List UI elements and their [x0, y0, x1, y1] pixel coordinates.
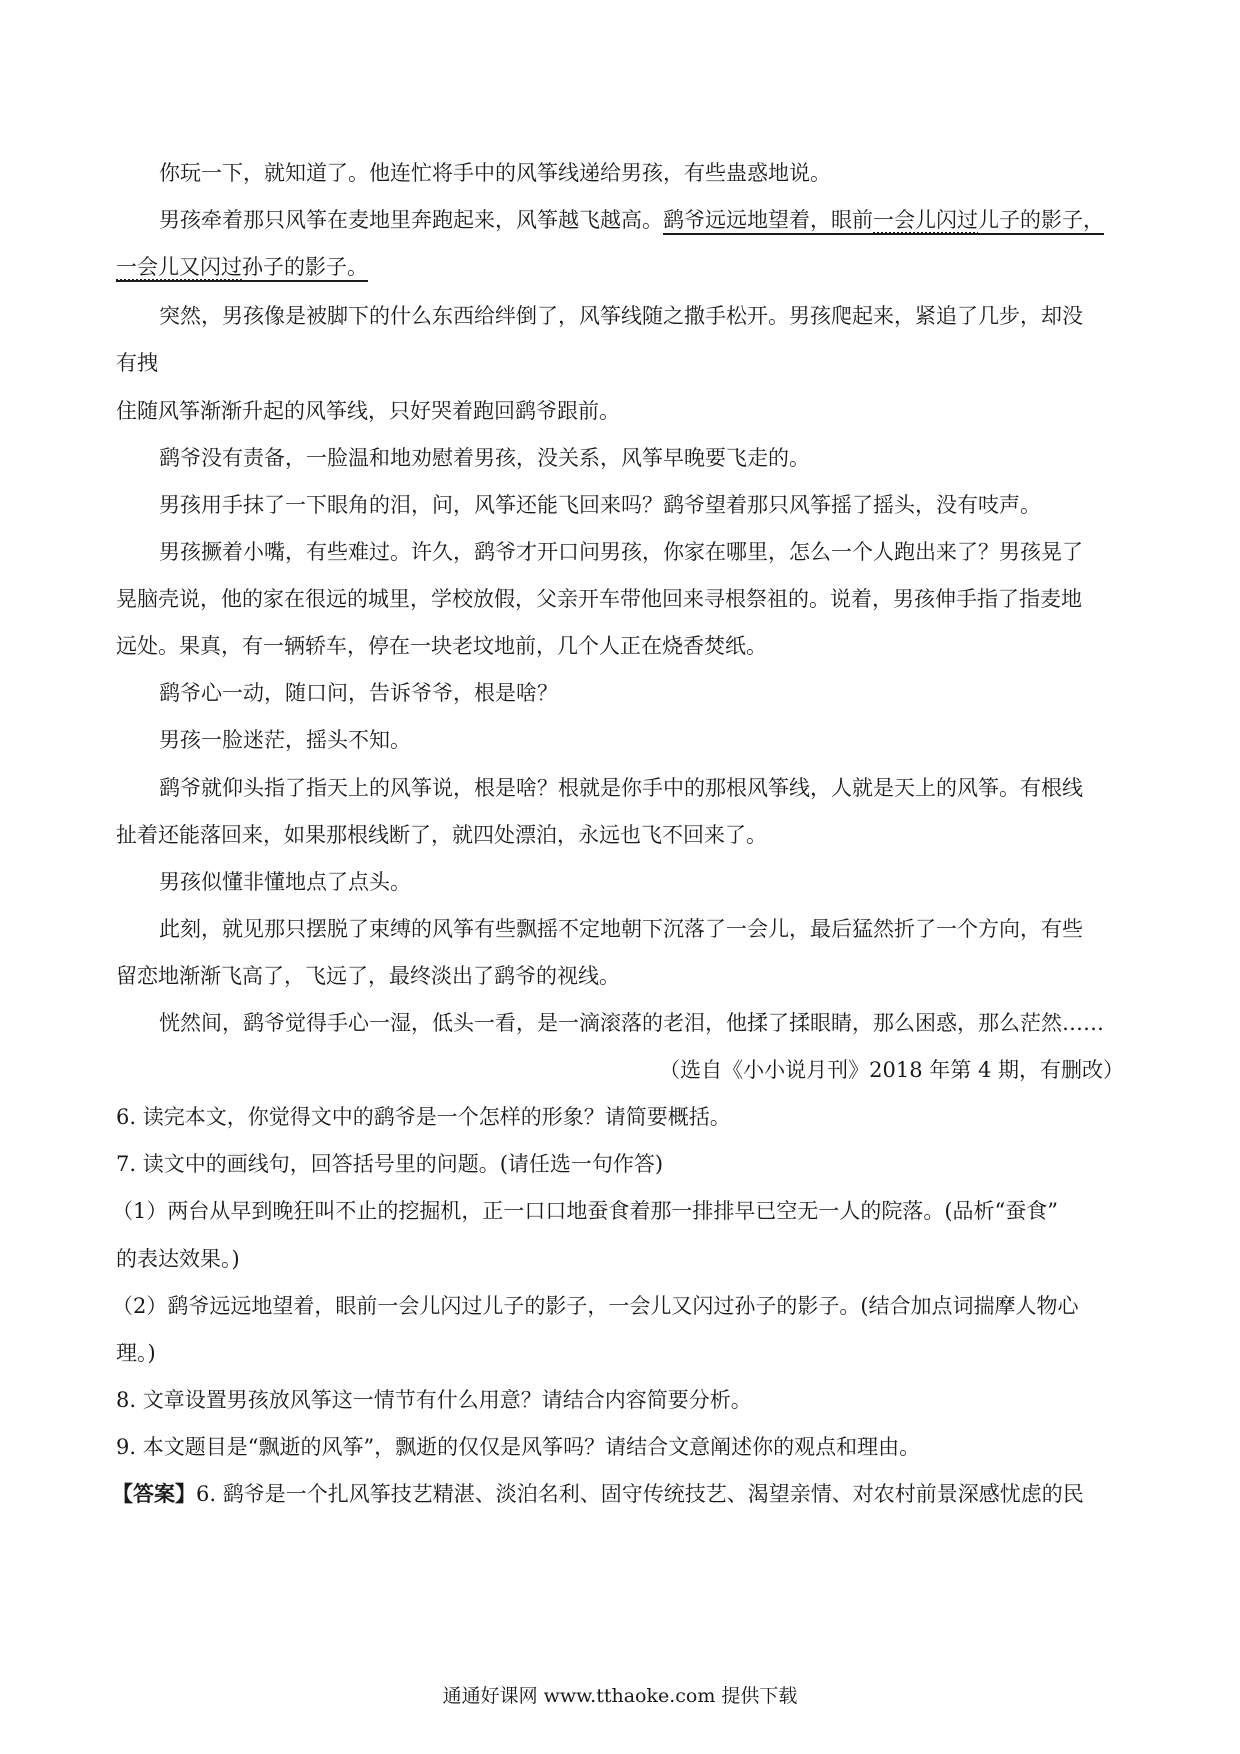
paragraph-line: 男孩一脸迷茫，摇头不知。: [159, 728, 411, 752]
paragraph-line: 远处。果真，有一辆轿车，停在一块老坟地前，几个人正在烧香焚纸。: [116, 634, 767, 658]
page-footer: 通通好课网 www.tthaoke.com 提供下载: [442, 1685, 798, 1707]
paragraph-line: 鹞爷就仰头指了指天上的风筝说，根是啥？根就是你手中的那根风筝线，人就是天上的风筝。有根线: [159, 776, 1083, 800]
dotted-emphasis: 一会儿闪过: [873, 208, 978, 232]
dotted-emphasis: 一会儿又闪过: [116, 255, 242, 279]
paragraph-line: 突然，男孩像是被脚下的什么东西给绊倒了，风筝线随之撒手松开。男孩爬起来，紧追了几步，却没: [159, 304, 1083, 328]
paragraph-line: 留恋地渐渐飞高了，飞远了，最终淡出了鹞爷的视线。: [116, 964, 620, 988]
underlined-sentence: 一会儿又闪过孙子的影子。: [116, 255, 368, 279]
paragraph-line: [159, 206, 1104, 234]
paragraph-line: 晃脑壳说，他的家在很远的城里，学校放假，父亲开车带他回来寻根祭祖的。说着，男孩伸手指了指麦地: [116, 587, 1082, 611]
source-citation: （选自《小小说月刊》2018 年第 4 期，有删改）: [659, 1058, 1124, 1082]
paragraph-line: 鹞爷没有责备，一脸温和地劝慰着男孩，没关系，风筝早晚要飞走的。: [159, 446, 810, 470]
question-7: 7. 读文中的画线句，回答括号里的问题。(请任选一句作答): [116, 1152, 664, 1176]
answer-text: 6. 鹞爷是一个扎风筝技艺精湛、淡泊名利、固守传统技艺、渴望亲情、对农村前景深感忧虑的民: [196, 1482, 1084, 1506]
paragraph-line: [116, 253, 368, 281]
paragraph-line: 鹞爷心一动，随口问，告诉爷爷，根是啥？: [159, 681, 558, 705]
text-span: 男孩牵着那只风筝在麦地里奔跑起来，风筝越飞越高。: [159, 208, 663, 232]
paragraph-line: 男孩用手抹了一下眼角的泪，问，风筝还能飞回来吗？鹞爷望着那只风筝摇了摇头，没有吱声。: [159, 493, 1041, 517]
answer-line: [112, 1480, 1084, 1508]
paragraph-line: 你玩一下，就知道了。他连忙将手中的风筝线递给男孩，有些蛊惑地说。: [159, 161, 831, 185]
question-7-option-1-cont: 的表达效果。): [116, 1247, 240, 1271]
paragraph-line: 此刻，就见那只摆脱了束缚的风筝有些飘摇不定地朝下沉落了一会儿，最后猛然折了一个方向，有些: [159, 917, 1083, 941]
question-8: 8. 文章设置男孩放风筝这一情节有什么用意？请结合内容简要分析。: [116, 1388, 752, 1412]
question-7-option-2: （2）鹞爷远远地望着，眼前一会儿闪过儿子的影子，一会儿又闪过孙子的影子。(结合加点词揣摩人物心: [112, 1294, 1079, 1318]
question-7-option-1: （1）两台从早到晚狂叫不止的挖掘机，正一口口地蚕食着那一排排早已空无一人的院落。(品析“蚕食”: [112, 1199, 1059, 1223]
question-7-option-2-cont: 理。): [116, 1341, 156, 1365]
paragraph-line: 扯着还能落回来，如果那根线断了，就四处漂泊，永远也飞不回来了。: [116, 823, 767, 847]
question-9: 9. 本文题目是“飘逝的风筝”，飘逝的仅仅是风筝吗？请结合文意阐述你的观点和理由。: [116, 1435, 921, 1459]
question-6: 6. 读完本文，你觉得文中的鹞爷是一个怎样的形象？请简要概括。: [116, 1105, 731, 1129]
paragraph-line: 男孩似懂非懂地点了点头。: [159, 870, 411, 894]
paragraph-line: 有拽: [116, 351, 158, 375]
paragraph-line: 恍然间，鹞爷觉得手心一湿，低头一看，是一滴滚落的老泪，他揉了揉眼睛，那么困惑，那么茫然……: [159, 1011, 1104, 1035]
paragraph-line: 住随风筝渐渐升起的风筝线，只好哭着跑回鹞爷跟前。: [116, 399, 620, 423]
underlined-sentence: 鹞爷远远地望着，眼前一会儿闪过儿子的影子，: [663, 208, 1104, 232]
answer-label: 【答案】: [112, 1481, 196, 1506]
paragraph-line: 男孩撅着小嘴，有些难过。许久，鹞爷才开口问男孩，你家在哪里，怎么一个人跑出来了？男孩晃了: [159, 540, 1083, 564]
